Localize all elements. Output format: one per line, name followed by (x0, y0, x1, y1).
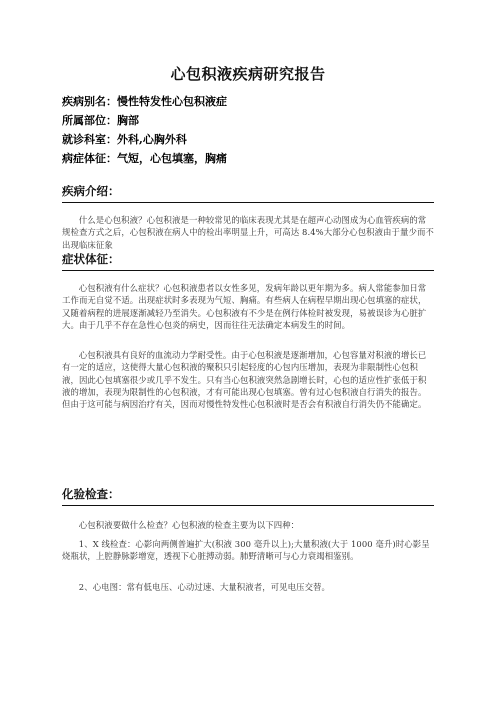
exam-item-xray: 1、X 线检查：心影向两侧普遍扩大(积液 300 毫升以上);大量积液(大于 1000 毫升)时心影呈烧瓶状，上腔静脉影增宽，透视下心脏搏动弱。肺野清晰可与心力衰竭相鉴别。 (62, 539, 430, 562)
symptoms-paragraph-2: 心包积液具有良好的血流动力学耐受性。由于心包积液是逐渐增加，心包容量对积液的增长已有一定的适应，这使得大量心包积液的聚积只引起轻度的心包内压增加，表现为非限制性心包积液，因此心包填塞很少或几乎不发生。只有当心包积液突然急剧增长时，心包的适应性扩张低于积液的增加，表现为限制性的心包积液，才有可能出现心包填塞。曾有过心包积液自行消失的报告。但由于这可能与病因治疗有关，因而对慢性特发性心包积液时是否会有积液自行消失仍不能确定。 (62, 350, 427, 410)
section-heading-symptoms: 症状体征： (62, 251, 434, 271)
disease-meta (62, 92, 442, 168)
meta-department: 就诊科室：外科,心胸外科 (62, 133, 187, 146)
meta-alias: 疾病别名：慢性特发性心包积液症 (62, 95, 227, 108)
intro-paragraph: 什么是心包积液？心包积液是一种较常见的临床表现尤其是在超声心动图成为心血管疾病的常规检查方式之后，心包积液在病人中的检出率明显上升，可高达 8.4%大部分心包积液由于量少而不出现临床征象 (62, 215, 434, 250)
section-heading-exam: 化验检查： (62, 486, 434, 506)
section-heading-intro: 疾病介绍： (62, 183, 434, 203)
exam-paragraph-intro: 心包积液要做什么检查？心包积液的检查主要为以下四种： (78, 520, 300, 530)
exam-item-ecg: 2、心电图：常有低电压、心动过速、大量积液者，可见电压交替。 (78, 582, 330, 592)
meta-symptoms: 病症体征：气短，心包填塞，胸痛 (62, 152, 227, 165)
page-title: 心包积液疾病研究报告 (170, 65, 326, 83)
symptoms-paragraph-1: 心包积液有什么症状？心包积液患者以女性多见，发病年龄以更年期为多。病人常能参加日常工作而无自觉不适。出现症状时多表现为气短、胸痛。有些病人在病程早期出现心包填塞的症状，又随着病程的进展逐渐减轻乃至消失。心包积液有不少是在例行体检时被发现，易被误诊为心脏扩大。由于几乎不存在急性心包炎的病史，因而往往无法确定本病发生的时间。 (62, 283, 427, 330)
meta-location: 所属部位：胸部 (62, 114, 139, 127)
